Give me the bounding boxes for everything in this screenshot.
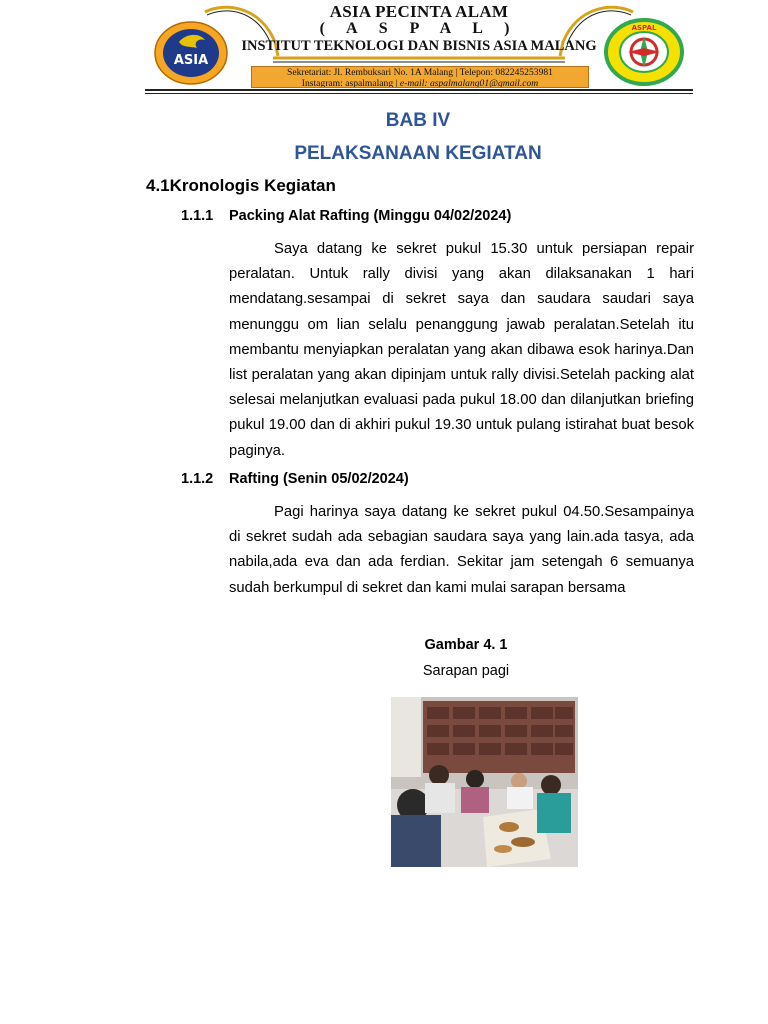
instagram-handle: Instagram: aspalmalang | <box>301 77 400 88</box>
contact-info-bar <box>251 66 589 88</box>
subsection-heading <box>181 471 409 487</box>
logo-right-text: ASPAL <box>631 24 657 32</box>
asia-institute-logo-icon <box>153 20 229 86</box>
figure-caption: Sarapan pagi <box>422 663 510 679</box>
subsection-number: 1.1.2 <box>181 471 214 487</box>
header-rule-thin <box>145 93 693 94</box>
chapter-label: BAB IV <box>385 110 451 131</box>
social-email <box>252 79 588 89</box>
institute-name: INSTITUT TEKNOLOGI DAN BISNIS ASIA MALANG <box>241 38 597 54</box>
figure-label: Gambar 4. 1 <box>424 637 508 653</box>
subsection-number: 1.1.1 <box>181 208 214 224</box>
address-phone: Sekretariat: Jl. Rembuksari No. 1A Malang | Telepon: 082245253981 <box>287 67 553 78</box>
paragraph: Saya datang ke sekret pukul 15.30 untuk persiapan repair peralatan. Untuk rally divisi yang akan dilaksanakan 1 hari mendatang.sesampai di sekret saya dan saudara saudari saya menunggu om lian selalu penanggung jawab peralatan.Setelah itu membantu menyiapkan peralatan yang akan dibawa esok harinya.Dan list peralatan yang akan dipinjam untuk rally divisi.Setelah packing alat selesai melanjutkan evaluasi pada pukul 18.00 dan dilanjutkan briefing pukul 19.00 dan di akhiri pukul 19.30 untuk pulang istirahat buat besok paginya. <box>229 241 694 459</box>
org-acronym: ( A S P A L ) <box>319 20 519 37</box>
section-title: 4.1Kronologis Kegiatan <box>146 176 336 195</box>
breakfast-photo-icon <box>391 697 578 867</box>
org-name: ASIA PECINTA ALAM <box>329 2 509 21</box>
aspal-logo-icon <box>604 18 684 86</box>
subsection-title: Rafting (Senin 05/02/2024) <box>229 471 409 487</box>
subsection-heading <box>181 208 511 224</box>
paragraph: Pagi harinya saya datang ke sekret pukul 04.50.Sesampainya di sekret sudah ada sebagian saudara saya yang lain.ada tasya, ada nabila,ada eva dan ada ferdian. Sekitar jam setengah 6 semuanya sudah berkumpul di sekret dan kami mulai sarapan bersama <box>229 504 694 596</box>
header-rule-thick <box>145 89 693 91</box>
chapter-title: PELAKSANAAN KEGIATAN <box>294 143 542 164</box>
subsection-title: Packing Alat Rafting (Minggu 04/02/2024) <box>229 208 512 224</box>
logo-left-text: ASIA <box>173 53 209 68</box>
letterhead <box>145 0 693 95</box>
email-address: e-mail: aspalmalang01@gmail.com <box>399 77 539 88</box>
